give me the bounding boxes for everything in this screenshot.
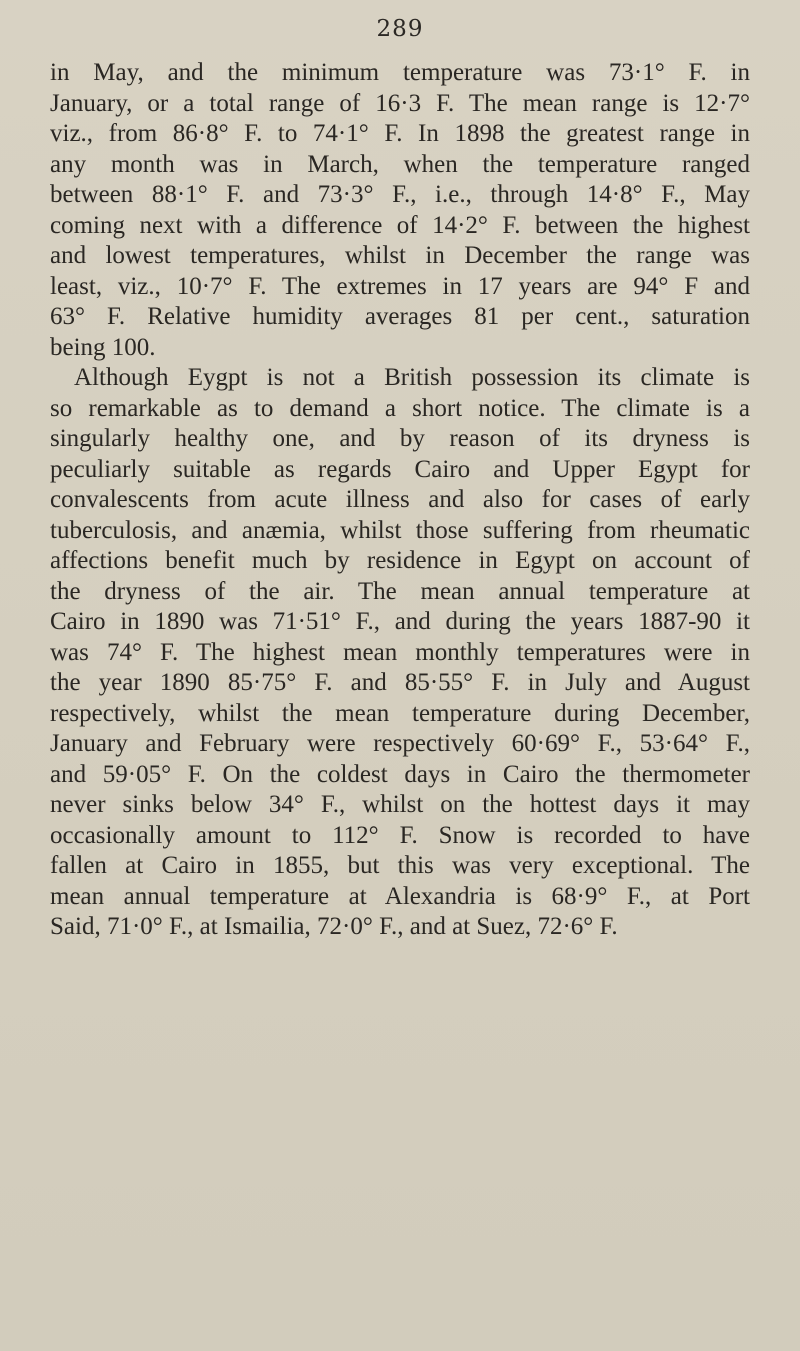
text-line: the year 1890 85·75° F. and 85·55° F. in July and August bbox=[50, 669, 750, 696]
text-line: any month was in March, when the temperature ranged bbox=[50, 150, 750, 178]
text-line: and 59·05° F. On the coldest days in Cairo the thermometer bbox=[50, 760, 750, 788]
text-line: respectively, whilst the mean temperature during December, bbox=[50, 699, 750, 727]
text-line: January, or a total range of 16·3 F. The mean range is 12·7° bbox=[50, 89, 750, 117]
body-text bbox=[50, 58, 750, 943]
text-line: the dryness of the air. The mean annual temperature at bbox=[50, 577, 750, 605]
text-line: peculiarly suitable as regards Cairo and Upper Egypt for bbox=[50, 455, 750, 483]
text-line: so remarkable as to demand a short notice. The climate is a bbox=[50, 394, 750, 422]
text-line: and lowest temperatures, whilst in December the range was bbox=[50, 242, 750, 269]
paragraph-start-line: Although Eygpt is not a British possession its climate is bbox=[74, 364, 750, 391]
final-line: Said, 71·0° F., at Ismailia, 72·0° F., and at Suez, 72·6° F. bbox=[50, 913, 618, 940]
paragraph-end-line: being 100. bbox=[50, 333, 156, 361]
text-line: singularly healthy one, and by reason of its dryness is bbox=[50, 425, 750, 452]
text-line: January and February were respectively 60·69° F., 53·64° F., bbox=[50, 730, 750, 757]
text-line: between 88·1° F. and 73·3° F., i.e., through 14·8° F., May bbox=[50, 181, 750, 208]
text-line: Cairo in 1890 was 71·51° F., and during the years 1887-90 it bbox=[50, 608, 750, 635]
text-line: tuberculosis, and anæmia, whilst those suffering from rheumatic bbox=[50, 516, 750, 544]
text-line: never sinks below 34° F., whilst on the hottest days it may bbox=[50, 791, 750, 818]
text-line: was 74° F. The highest mean monthly temperatures were in bbox=[50, 638, 750, 666]
text-line: 63° F. Relative humidity averages 81 per cent., saturation bbox=[50, 303, 750, 330]
text-line: occasionally amount to 112° F. Snow is recorded to have bbox=[50, 821, 750, 849]
text-line: viz., from 86·8° F. to 74·1° F. In 1898 the greatest range in bbox=[50, 120, 750, 147]
text-line: convalescents from acute illness and also for cases of early bbox=[50, 486, 750, 513]
text-line: in May, and the minimum temperature was 73·1° F. in bbox=[50, 59, 750, 86]
text-line: fallen at Cairo in 1855, but this was very exceptional. The bbox=[50, 852, 750, 879]
text-line: affections benefit much by residence in Egypt on account of bbox=[50, 547, 750, 574]
text-line: least, viz., 10·7° F. The extremes in 17 years are 94° F and bbox=[50, 272, 750, 300]
text-line: mean annual temperature at Alexandria is 68·9° F., at Port bbox=[50, 882, 750, 910]
page-number: 289 bbox=[376, 16, 424, 42]
text-line: coming next with a difference of 14·2° F. between the highest bbox=[50, 211, 750, 239]
